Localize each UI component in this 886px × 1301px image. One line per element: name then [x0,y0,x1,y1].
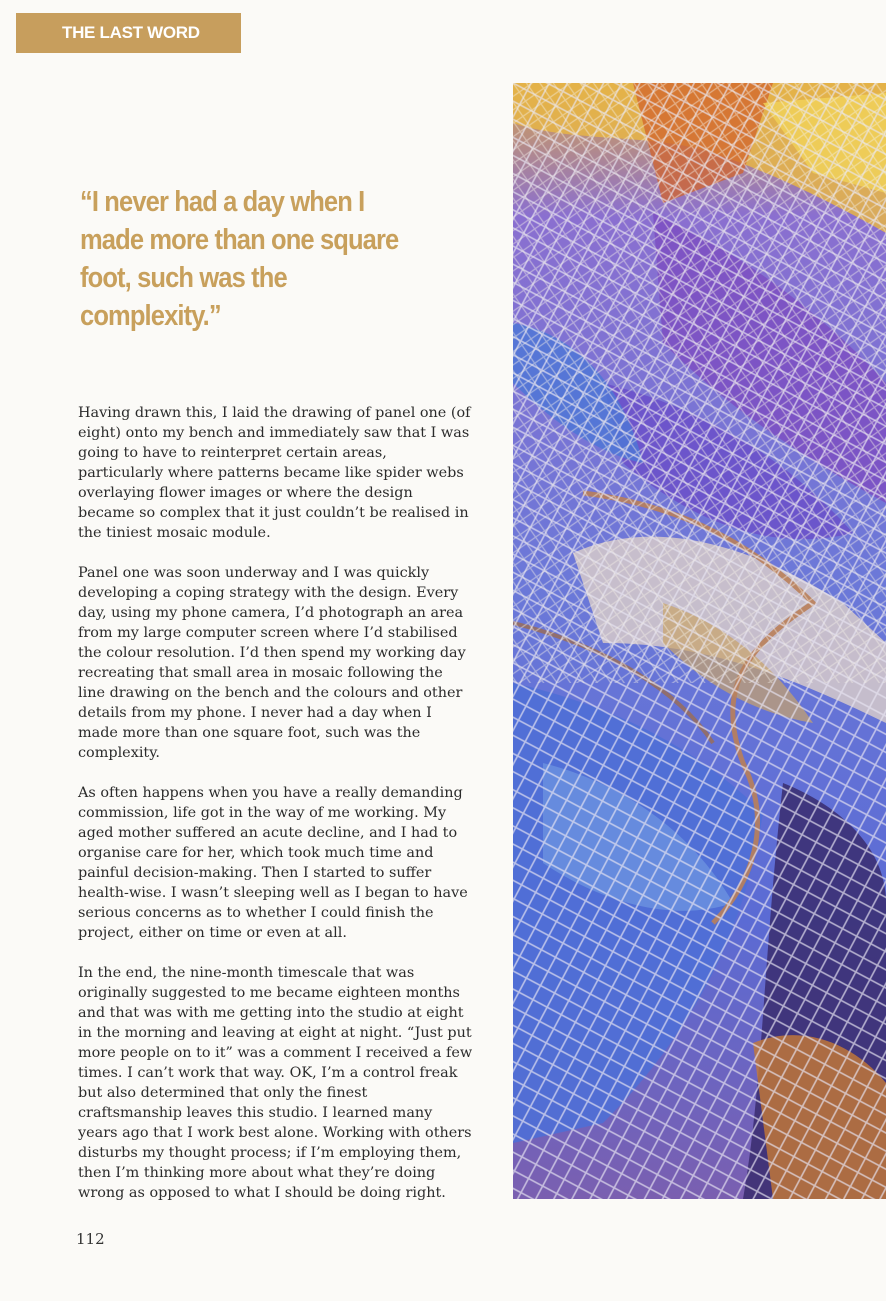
paragraph: Panel one was soon underway and I was quickly developing a coping strategy with the design. Every day, using my phone camera, I’d photograph an area from my large computer screen where I’d stabilised the colour resolution. I’d then spend my working day recreating that small area in mosaic following the line drawing on the bench and the colours and other details from my phone. I never had a day when I made more than one square foot, such was the complexity. [78,565,466,761]
pull-quote: “I never had a day when I made more than one square foot, such was the complexity.” [80,186,399,332]
paragraph: Having drawn this, I laid the drawing of panel one (of eight) onto my bench and immediately saw that I was going to have to reinterpret certain areas, particularly where patterns became like spider webs overlaying flower images or where the design became so complex that it just couldn’t be realised in the tiniest mosaic module. [78,405,471,541]
mosaic-photo [513,83,886,1199]
article-body [78,403,473,1223]
paragraph: In the end, the nine-month timescale that was originally suggested to me became eighteen months and that was with me getting into the studio at eight in the morning and leaving at eight at night. “Just put more people on to it” was a comment I received a few times. I can’t work that way. OK, I’m a control freak but also determined that only the finest craftsmanship leaves this studio. I learned many years ago that I work best alone. Working with others disturbs my thought process; if I’m employing them, then I’m thinking more about what they’re doing wrong as opposed to what I should be doing right. [78,965,473,1201]
section-tag: THE LAST WORD [16,13,241,53]
page-number: 112 [76,1230,105,1248]
paragraph: As often happens when you have a really demanding commission, life got in the way of me working. My aged mother suffered an acute decline, and I had to organise care for her, which took much time and painful decision-making. Then I started to suffer health-wise. I wasn’t sleeping well as I began to have serious concerns as to whether I could finish the project, either on time or even at all. [78,785,468,941]
